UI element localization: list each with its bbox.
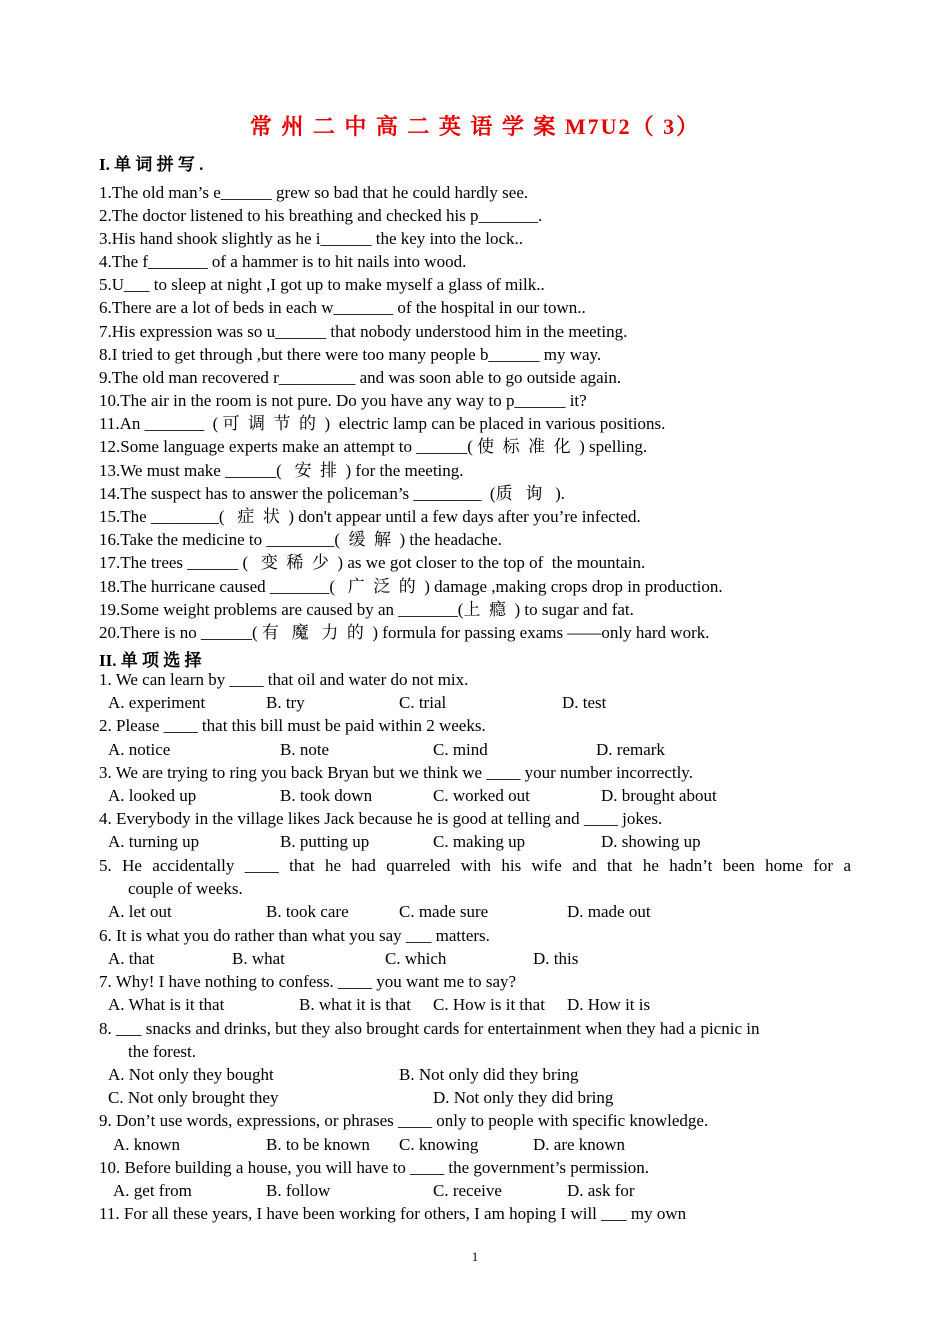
question-stem-continued: couple of weeks. bbox=[128, 879, 243, 898]
question-stem: 5. He accidentally ____ that he had quarreled with his wife and that he hadn’t been home for a bbox=[99, 856, 851, 875]
question-stem: 4. Everybody in the village likes Jack because he is good at telling and ____ jokes. bbox=[99, 809, 663, 828]
option-c: C. making up bbox=[433, 832, 526, 851]
question-stem: 10. Before building a house, you will have to ____ the government’s permission. bbox=[99, 1158, 650, 1177]
question-stem: 3. We are trying to ring you back Bryan but we think we ____ your number incorrectly. bbox=[99, 763, 693, 782]
option-b: B. follow bbox=[266, 1181, 331, 1200]
question-stem: 8. ___ snacks and drinks, but they also brought cards for entertainment when they had a picnic in bbox=[99, 1019, 760, 1038]
option-d: D. are known bbox=[533, 1135, 626, 1154]
option-d: D. this bbox=[533, 949, 579, 968]
option-b: B. try bbox=[266, 693, 305, 712]
option-a: A. looked up bbox=[108, 786, 197, 805]
question-stem: 2. Please ____ that this bill must be paid within 2 weeks. bbox=[99, 716, 486, 735]
option-a: A. get from bbox=[113, 1181, 192, 1200]
spelling-item: 19.Some weight problems are caused by an _______(上 瘾 ) to sugar and fat. bbox=[99, 600, 634, 619]
spelling-item: 9.The old man recovered r_________ and was soon able to go outside again. bbox=[99, 368, 622, 387]
page-title: 常 州 二 中 高 二 英 语 学 案 M7U2（ 3） bbox=[249, 114, 701, 139]
spelling-item: 8.I tried to get through ,but there were too many people b______ my way. bbox=[99, 345, 602, 364]
spelling-item: 6.There are a lot of beds in each w_______ of the hospital in our town.. bbox=[99, 298, 586, 317]
option-d: D. showing up bbox=[601, 832, 701, 851]
option-a: A. notice bbox=[108, 740, 171, 759]
option-c: C. How is it that bbox=[433, 995, 545, 1014]
option-b: B. note bbox=[280, 740, 330, 759]
option-c: C. which bbox=[385, 949, 447, 968]
question-stem: 7. Why! I have nothing to confess. ____ you want me to say? bbox=[99, 972, 517, 991]
option-b: B. putting up bbox=[280, 832, 370, 851]
spelling-item: 20.There is no ______( 有 魔 力 的 ) formula for passing exams ——only hard work. bbox=[99, 623, 710, 642]
option-a: A. known bbox=[113, 1135, 181, 1154]
option-b: B. took down bbox=[280, 786, 373, 805]
option-a: A. that bbox=[108, 949, 155, 968]
spelling-item: 14.The suspect has to answer the policeman’s ________ (质 询 ). bbox=[99, 484, 565, 503]
option-b: B. what it is that bbox=[299, 995, 411, 1014]
spelling-item: 2.The doctor listened to his breathing and checked his p_______. bbox=[99, 206, 543, 225]
question-stem: 9. Don’t use words, expressions, or phrases ____ only to people with specific knowledge. bbox=[99, 1111, 709, 1130]
section-heading-spelling: I. 单 词 拼 写 . bbox=[99, 155, 204, 174]
option-a: A. Not only they bought bbox=[108, 1065, 274, 1084]
spelling-item: 1.The old man’s e______ grew so bad that he could hardly see. bbox=[99, 183, 529, 202]
spelling-item: 7.His expression was so u______ that nobody understood him in the meeting. bbox=[99, 322, 628, 341]
option-c: C. knowing bbox=[399, 1135, 479, 1154]
spelling-item: 13.We must make ______( 安 排 ) for the meeting. bbox=[99, 461, 464, 480]
option-b: B. Not only did they bring bbox=[399, 1065, 579, 1084]
option-d: D. made out bbox=[567, 902, 651, 921]
option-c: C. Not only brought they bbox=[108, 1088, 279, 1107]
option-b: B. to be known bbox=[266, 1135, 370, 1154]
spelling-item: 5.U___ to sleep at night ,I got up to make myself a glass of milk.. bbox=[99, 275, 545, 294]
spelling-item: 18.The hurricane caused _______( 广 泛 的 ) damage ,making crops drop in production. bbox=[99, 577, 723, 596]
option-d: D. remark bbox=[596, 740, 665, 759]
section-heading-choice: II. 单 项 选 择 bbox=[99, 651, 202, 670]
option-d: D. ask for bbox=[567, 1181, 635, 1200]
option-c: C. trial bbox=[399, 693, 447, 712]
question-stem-continued: the forest. bbox=[128, 1042, 196, 1061]
question-stem: 11. For all these years, I have been working for others, I am hoping I will ___ my own bbox=[99, 1204, 687, 1223]
option-c: C. made sure bbox=[399, 902, 489, 921]
spelling-item: 11.An _______ ( 可 调 节 的 ) electric lamp can be placed in various positions. bbox=[99, 414, 666, 433]
question-stem: 6. It is what you do rather than what you say ___ matters. bbox=[99, 926, 490, 945]
spelling-item: 4.The f_______ of a hammer is to hit nails into wood. bbox=[99, 252, 467, 271]
option-a: A. let out bbox=[108, 902, 172, 921]
option-b: B. what bbox=[232, 949, 285, 968]
spelling-item: 10.The air in the room is not pure. Do you have any way to p______ it? bbox=[99, 391, 587, 410]
question-stem: 1. We can learn by ____ that oil and water do not mix. bbox=[99, 670, 469, 689]
option-a: A. turning up bbox=[108, 832, 200, 851]
option-b: B. took care bbox=[266, 902, 349, 921]
spelling-item: 12.Some language experts make an attempt to ______( 使 标 准 化 ) spelling. bbox=[99, 437, 648, 456]
page-number: 1 bbox=[471, 1249, 479, 1264]
option-d: D. How it is bbox=[567, 995, 651, 1014]
option-d: D. Not only they did bring bbox=[433, 1088, 614, 1107]
spelling-item: 3.His hand shook slightly as he i______ the key into the lock.. bbox=[99, 229, 524, 248]
option-a: A. What is it that bbox=[108, 995, 225, 1014]
option-d: D. brought about bbox=[601, 786, 717, 805]
spelling-item: 17.The trees ______ ( 变 稀 少 ) as we got closer to the top of the mountain. bbox=[99, 553, 646, 572]
option-d: D. test bbox=[562, 693, 607, 712]
option-c: C. receive bbox=[433, 1181, 502, 1200]
option-c: C. mind bbox=[433, 740, 488, 759]
option-a: A. experiment bbox=[108, 693, 206, 712]
spelling-item: 16.Take the medicine to ________( 缓 解 ) the headache. bbox=[99, 530, 502, 549]
option-c: C. worked out bbox=[433, 786, 530, 805]
spelling-item: 15.The ________( 症 状 ) don't appear until a few days after you’re infected. bbox=[99, 507, 641, 526]
